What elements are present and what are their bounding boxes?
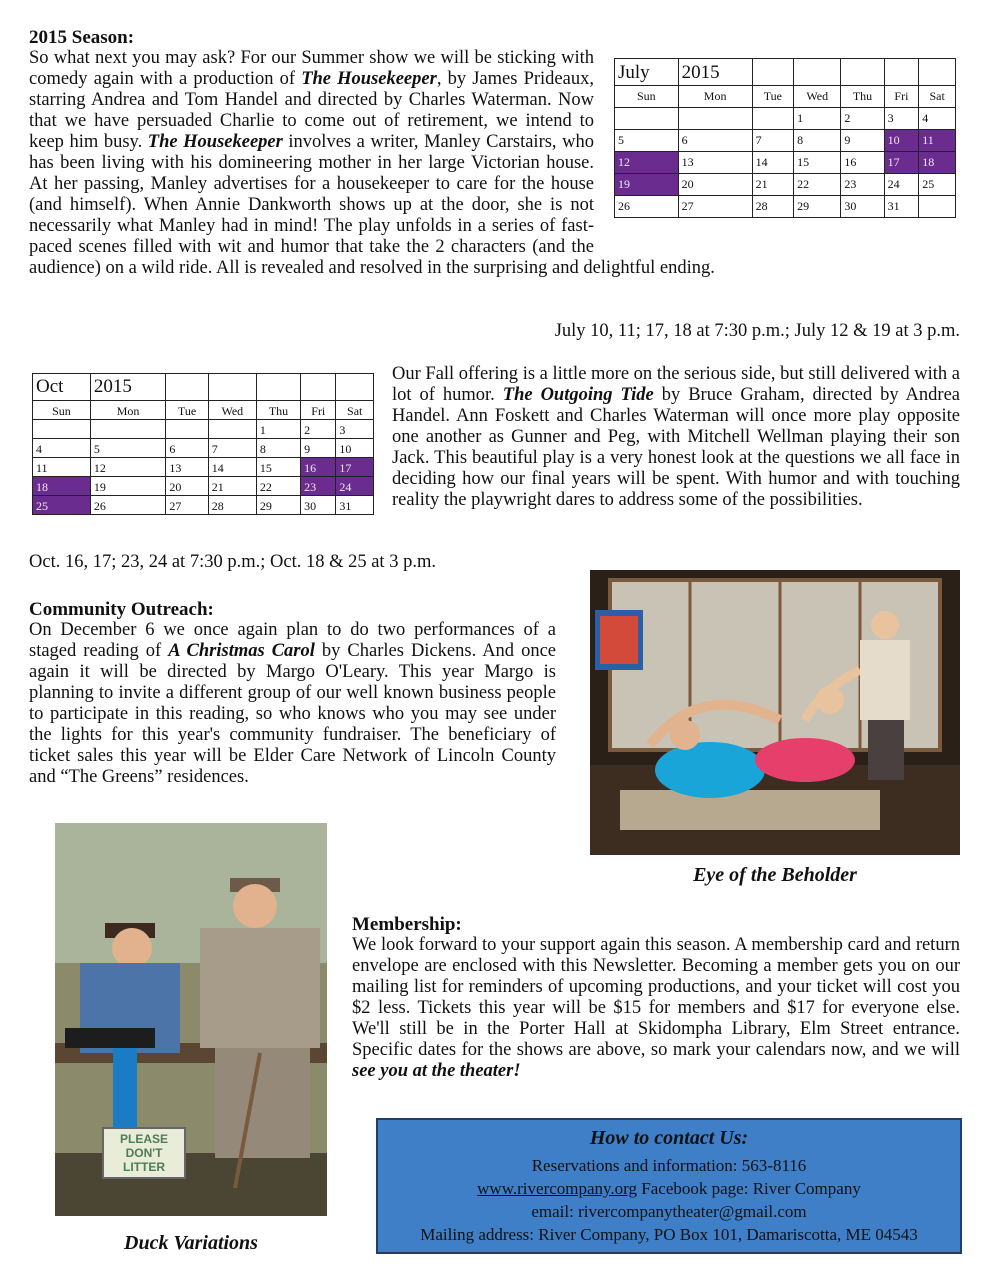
calendar-year: 2015 — [90, 374, 166, 401]
calendar-day-header: Tue — [166, 401, 208, 420]
calendar-day-cell — [615, 108, 679, 130]
calendar-week-row — [33, 496, 374, 515]
calendar-day-header: Sat — [336, 401, 374, 420]
calendar-day-header: Mon — [90, 401, 166, 420]
calendar-day-cell: 13 — [678, 152, 752, 174]
contact-mailing-address: Mailing address: River Company, PO Box 101, Damariscotta, ME 04543 — [420, 1225, 918, 1244]
calendar-day-cell: 10 — [884, 130, 919, 152]
july-calendar-float — [614, 58, 960, 248]
play-title: The Housekeeper — [147, 132, 283, 152]
calendar-day-cell: 22 — [794, 174, 841, 196]
calendar-day-cell: 4 — [33, 439, 91, 458]
calendar-day-cell: 2 — [841, 108, 884, 130]
calendar-day-cell: 25 — [33, 496, 91, 515]
calendar-day-cell: 23 — [841, 174, 884, 196]
calendar-day-cell: 11 — [919, 130, 956, 152]
calendar-day-cell — [90, 420, 166, 439]
calendar-day-cell — [752, 108, 794, 130]
calendar-day-cell: 9 — [301, 439, 336, 458]
calendar-day-cell — [919, 196, 956, 218]
calendar-day-cell: 31 — [336, 496, 374, 515]
calendar-day-cell: 20 — [678, 174, 752, 196]
calendar-day-cell: 1 — [794, 108, 841, 130]
calendar-day-cell: 29 — [794, 196, 841, 218]
calendar-day-cell: 14 — [208, 458, 256, 477]
season-paragraph: July 2015 Sun Mon Tue Wed Thu Fri Sat 1 2 3 4 5 6 7 8 9 10 11 12 13 14 15 16 17 18 19 20 21 22 23 24 25 26 27 28 29 30 31 So what next you may ask? For our Summer show we will be sticking with comedy again with a production of The Housekeeper, by James Prideaux, starring Andrea and Tom Handel and directed by Charles Waterman. Now that we have persuaded Charlie to come out of retirement, we intend to keep him busy. The Housekeeper involves a writer, Manley Carstairs, who has been living with his domineering mother in her large Victorian house. At her passing, Manley advertises for a housekeeper to care for the house (and himself). When Annie Dankworth shows up at the door, she is not necessarily what Manley had in mind! The play unfolds in a series of fast-paced scenes filled with wit and humor that take the 2 characters (and the audience) on a wild ride. All is revealed and resolved in the surprising and delightful ending. — [29, 48, 960, 279]
calendar-day-header: Sun — [33, 401, 91, 420]
calendar-month: July — [615, 59, 679, 86]
please-dont-litter-sign: PLEASE DON'T LITTER — [102, 1127, 186, 1179]
membership-closing: see you at the theater! — [352, 1061, 521, 1081]
duck-variations-photo — [55, 823, 327, 1216]
contact-reservations: Reservations and information: 563-8116 — [531, 1156, 807, 1175]
calendar-day-cell: 5 — [90, 439, 166, 458]
calendar-day-header: Thu — [841, 86, 884, 108]
calendar-day-cell: 2 — [301, 420, 336, 439]
calendar-day-cell: 19 — [90, 477, 166, 496]
calendar-week-row — [615, 130, 956, 152]
calendar-week-row — [33, 458, 374, 477]
fall-show-dates: Oct. 16, 17; 23, 24 at 7:30 p.m.; Oct. 18 & 25 at 3 p.m. — [29, 552, 436, 572]
calendar-day-cell: 17 — [884, 152, 919, 174]
fall-paragraph: Our Fall offering is a little more on the serious side, but still delivered with a lot of humor. The Outgoing Tide by Bruce Graham, directed by Andrea Handel. Ann Foskett and Charles Waterman will once more play opposite one another as Gunner and Peg, with Mitchell Wellman playing their son Jack. This beautiful play is a very honest look at the questions we all face in deciding how our final years will be spent. With humor and with touching reality the playwright dares to address some of the possibilities. — [392, 364, 960, 510]
calendar-day-cell: 23 — [301, 477, 336, 496]
calendar-day-cell: 16 — [841, 152, 884, 174]
calendar-day-header: Fri — [301, 401, 336, 420]
calendar-day-header: Sun — [615, 86, 679, 108]
calendar-day-cell: 18 — [33, 477, 91, 496]
website-link[interactable]: www.rivercompany.org — [477, 1179, 638, 1198]
calendar-day-cell: 26 — [615, 196, 679, 218]
contact-web-line — [378, 1177, 960, 1200]
calendar-day-header: Wed — [208, 401, 256, 420]
calendar-day-cell: 16 — [301, 458, 336, 477]
calendar-day-cell: 18 — [919, 152, 956, 174]
calendar-day-cell — [33, 420, 91, 439]
calendar-day-cell: 11 — [33, 458, 91, 477]
calendar-week-row — [615, 196, 956, 218]
play-title: The Housekeeper — [301, 69, 437, 89]
calendar-day-cell — [208, 420, 256, 439]
calendar-day-cell: 6 — [166, 439, 208, 458]
calendar-day-cell: 27 — [166, 496, 208, 515]
calendar-day-cell: 8 — [256, 439, 300, 458]
calendar-day-cell: 13 — [166, 458, 208, 477]
calendar-week-row — [33, 477, 374, 496]
calendar-day-cell: 28 — [208, 496, 256, 515]
calendar-day-cell: 19 — [615, 174, 679, 196]
contact-email[interactable]: email: rivercompanytheater@gmail.com — [531, 1202, 807, 1221]
summer-show-dates: July 10, 11; 17, 18 at 7:30 p.m.; July 12 & 19 at 3 p.m. — [554, 321, 960, 341]
calendar-day-cell: 1 — [256, 420, 300, 439]
calendar-day-cell: 15 — [794, 152, 841, 174]
calendar-day-cell: 22 — [256, 477, 300, 496]
play-title: A Christmas Carol — [168, 641, 315, 661]
calendar-day-cell: 12 — [615, 152, 679, 174]
calendar-day-cell: 26 — [90, 496, 166, 515]
calendar-day-cell: 24 — [884, 174, 919, 196]
calendar-week-row — [615, 152, 956, 174]
calendar-day-cell — [678, 108, 752, 130]
stage-scene-illustration — [590, 570, 960, 855]
calendar-day-cell: 30 — [841, 196, 884, 218]
calendar-day-header-row — [615, 86, 956, 108]
calendar-day-cell: 8 — [794, 130, 841, 152]
calendar-day-cell: 20 — [166, 477, 208, 496]
calendar-day-cell: 30 — [301, 496, 336, 515]
calendar-day-cell — [166, 420, 208, 439]
eye-of-the-beholder-photo — [590, 570, 960, 855]
calendar-day-header: Sat — [919, 86, 956, 108]
contact-box — [376, 1118, 962, 1254]
calendar-day-cell: 29 — [256, 496, 300, 515]
calendar-day-cell: 24 — [336, 477, 374, 496]
calendar-month: Oct — [33, 374, 91, 401]
calendar-day-cell: 7 — [208, 439, 256, 458]
calendar-day-cell: 9 — [841, 130, 884, 152]
calendar-day-cell: 12 — [90, 458, 166, 477]
photo-caption: Eye of the Beholder — [693, 864, 857, 886]
calendar-day-cell: 17 — [336, 458, 374, 477]
contact-heading: How to contact Us: — [589, 1127, 749, 1149]
play-title: The Outgoing Tide — [502, 385, 654, 405]
calendar-day-cell: 3 — [884, 108, 919, 130]
calendar-day-cell: 3 — [336, 420, 374, 439]
calendar-day-header: Fri — [884, 86, 919, 108]
calendar-week-row — [615, 108, 956, 130]
calendar-day-header-row — [33, 401, 374, 420]
calendar-day-cell: 4 — [919, 108, 956, 130]
calendar-week-row — [33, 420, 374, 439]
calendar-year: 2015 — [678, 59, 752, 86]
calendar-day-cell: 10 — [336, 439, 374, 458]
facebook-text: Facebook page: River Company — [637, 1179, 861, 1198]
membership-heading: Membership: — [352, 914, 462, 935]
calendar-day-header: Thu — [256, 401, 300, 420]
calendar-day-header: Wed — [794, 86, 841, 108]
calendar-week-row — [615, 174, 956, 196]
photo-caption: Duck Variations — [124, 1232, 258, 1254]
calendar-day-cell: 31 — [884, 196, 919, 218]
calendar-day-cell: 7 — [752, 130, 794, 152]
calendar-day-cell: 28 — [752, 196, 794, 218]
outreach-paragraph: On December 6 we once again plan to do two performances of a staged reading of A Christmas Carol by Charles Dickens. And once again it will be directed by Margo O'Leary. This year Margo is planning to invite a different group of our well known business people to participate in this reading, so who knows who you may see under the lights for this year's community fundraiser. The beneficiary of ticket sales this year will be Elder Care Network of Lincoln County and “The Greens” residences. — [29, 620, 556, 787]
calendar-day-header: Tue — [752, 86, 794, 108]
calendar-day-cell: 25 — [919, 174, 956, 196]
outreach-heading: Community Outreach: — [29, 599, 214, 620]
season-heading: 2015 Season: — [29, 27, 135, 48]
calendar-day-cell: 27 — [678, 196, 752, 218]
calendar-day-cell: 21 — [208, 477, 256, 496]
calendar-day-cell: 6 — [678, 130, 752, 152]
membership-paragraph: We look forward to your support again this season. A membership card and return envelope are enclosed with this Newsletter. Becoming a member gets you on our mailing list for reminders of upcoming productions, and your ticket will cost you $2 less. Tickets this year will be $15 for members and $17 for everyone else. We'll still be in the Porter Hall at Skidompha Library, Elm Street entrance. Specific dates for the shows are above, so mark your calendars now, and we will see you at the theater! — [352, 935, 960, 1081]
calendar-day-cell: 14 — [752, 152, 794, 174]
july-calendar — [614, 58, 956, 218]
calendar-day-header: Mon — [678, 86, 752, 108]
calendar-day-cell: 15 — [256, 458, 300, 477]
calendar-week-row — [33, 439, 374, 458]
stage-scene-illustration — [55, 823, 327, 1216]
calendar-day-cell: 21 — [752, 174, 794, 196]
oct-calendar — [32, 373, 374, 515]
calendar-day-cell: 5 — [615, 130, 679, 152]
